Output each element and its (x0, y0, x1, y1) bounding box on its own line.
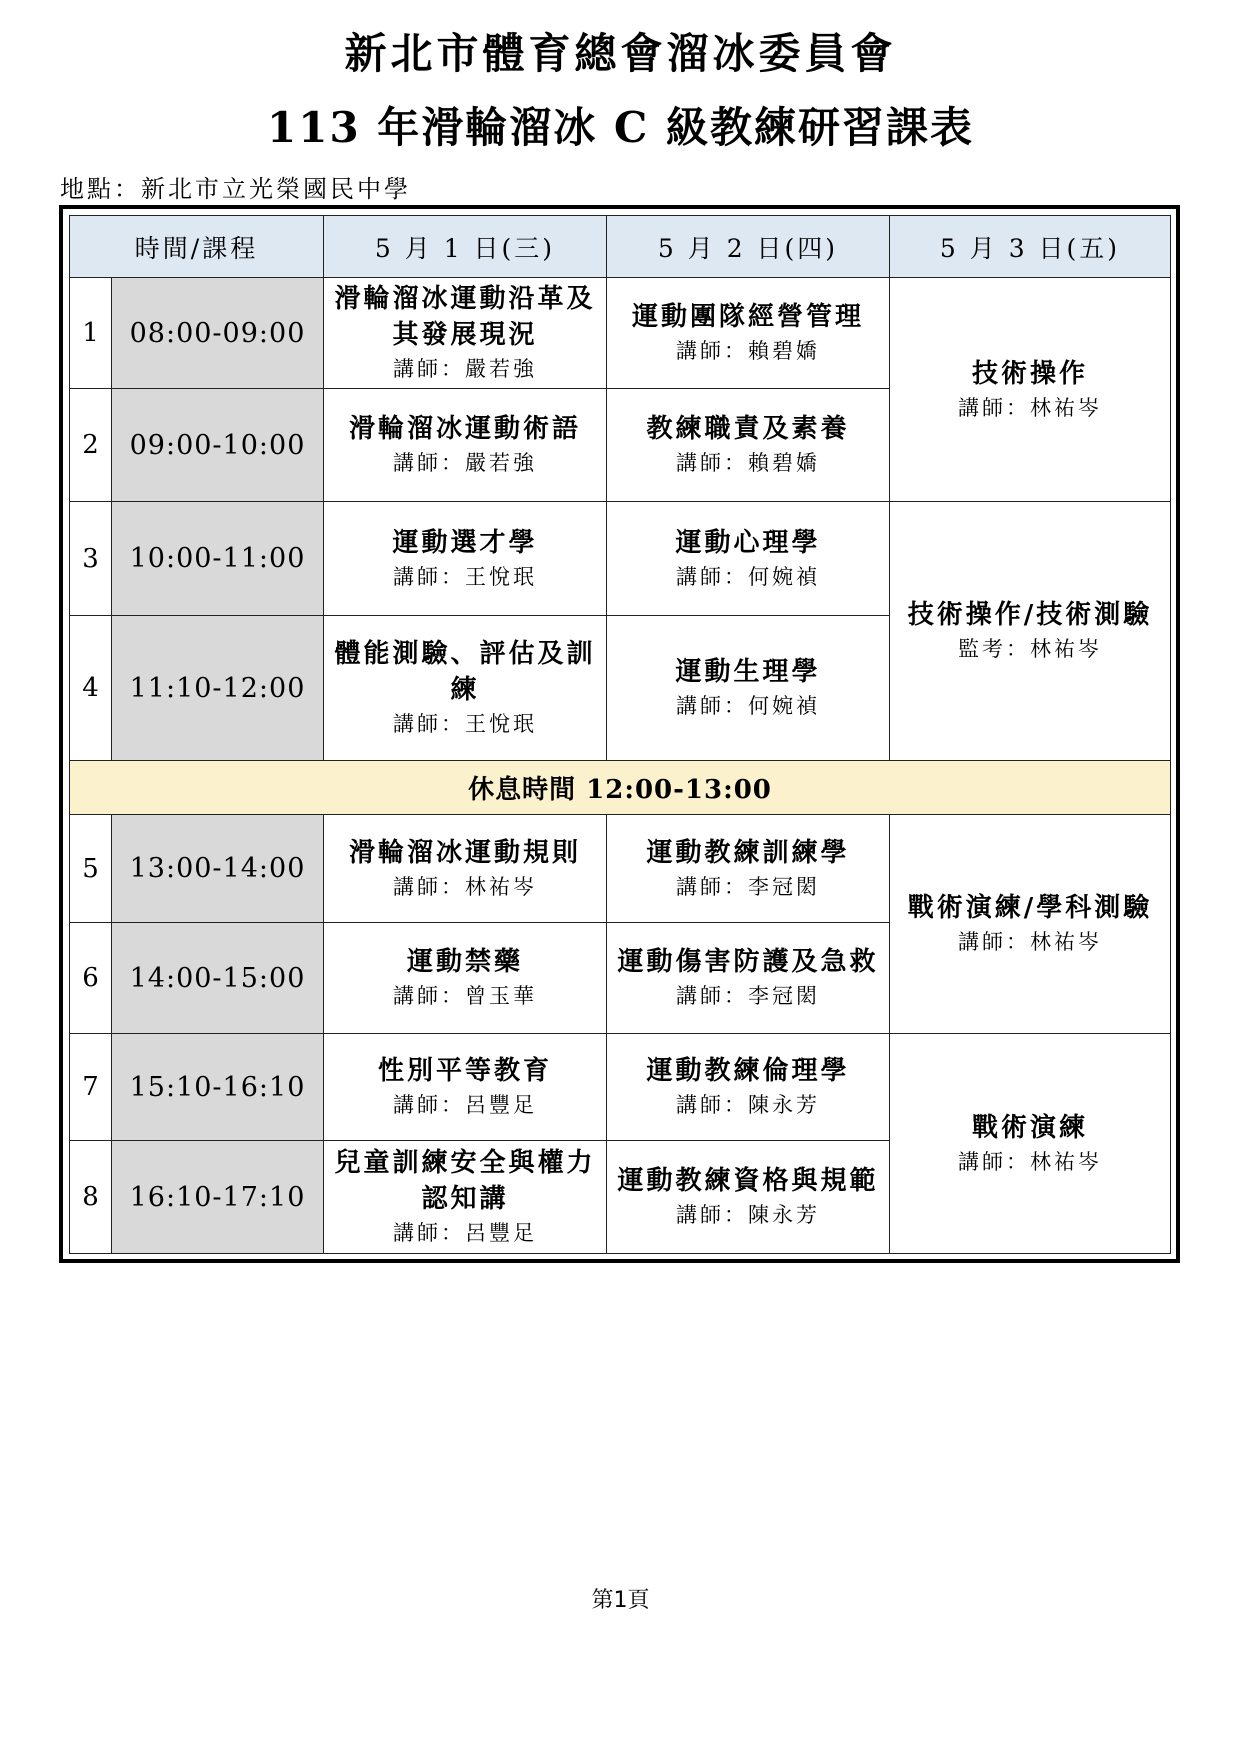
period-time: 14:00-15:00 (112, 923, 324, 1034)
teacher-text: 講師：陳永芳 (676, 1203, 820, 1227)
period-time: 13:00-14:00 (112, 815, 324, 923)
page-number: 第1頁 (591, 1588, 650, 1613)
day3-block (890, 1034, 1171, 1254)
teacher-text: 講師：呂豐足 (393, 1221, 537, 1245)
course-title-text: 運動團隊經營管理 (631, 302, 864, 332)
period-number: 4 (70, 616, 112, 761)
course-title-text: 兒童訓練安全與權力認知講 (334, 1148, 596, 1214)
period-number: 1 (70, 278, 112, 389)
period-number: 6 (70, 923, 112, 1034)
period-time: 16:10-17:10 (112, 1141, 324, 1254)
day3-block (890, 502, 1171, 761)
course-cell (607, 616, 890, 761)
course-cell (324, 1141, 607, 1254)
course-title-text: 運動傷害防護及急救 (617, 947, 879, 977)
course-cell (607, 1034, 890, 1141)
course-cell (607, 502, 890, 616)
org-title: 新北市體育總會溜冰委員會 (344, 29, 897, 78)
course-title-text: 教練職責及素養 (646, 414, 850, 444)
teacher-text: 講師：何婉禎 (676, 564, 820, 589)
schedule-table (69, 215, 1171, 1254)
course-cell (324, 278, 607, 389)
teacher-text: 講師：李冠閎 (676, 984, 820, 1008)
teacher-text: 監考：林祐岑 (958, 637, 1102, 661)
corner-label: 時間/課程 (70, 216, 324, 278)
course-cell (324, 815, 607, 923)
course-cell (607, 389, 890, 502)
day3-block (890, 815, 1171, 1034)
course-title-text: 體能測驗、評估及訓練 (334, 639, 596, 705)
teacher-text: 講師：林祐岑 (958, 395, 1102, 420)
teacher-text: 講師：李冠閎 (676, 874, 820, 899)
day-header-2: 5 月 2 日(四) (607, 216, 890, 278)
course-title-text: 技術操作 (971, 358, 1088, 389)
course-title-text: 性別平等教育 (377, 1056, 552, 1086)
period-number: 5 (70, 815, 112, 923)
course-title-text: 運動禁藥 (406, 947, 523, 977)
teacher-text: 講師：賴碧嬌 (676, 451, 820, 475)
course-title-text: 滑輪溜冰運動規則 (348, 837, 581, 868)
location-text: 地點：新北市立光榮國民中學 (60, 175, 411, 203)
course-cell (607, 278, 890, 389)
break-row (70, 761, 1171, 815)
course-title: 113 年滑輪溜冰 C 級教練研習課表 (267, 103, 974, 152)
course-title-text: 戰術演練 (971, 1112, 1088, 1143)
course-title-text: 運動教練訓練學 (646, 837, 850, 868)
teacher-text: 講師：林祐岑 (958, 930, 1102, 954)
period-time: 09:00-10:00 (112, 389, 324, 502)
teacher-text: 講師：嚴若強 (393, 451, 537, 475)
course-title-text: 運動心理學 (675, 527, 821, 558)
period-time: 10:00-11:00 (112, 502, 324, 616)
course-cell (607, 923, 890, 1034)
table-row (70, 1034, 1171, 1141)
course-cell (324, 389, 607, 502)
schedule-frame (59, 205, 1180, 1263)
period-number: 7 (70, 1034, 112, 1141)
day-header-3: 5 月 3 日(五) (890, 216, 1171, 278)
course-title-text: 運動選才學 (392, 527, 538, 558)
teacher-text: 講師：賴碧嬌 (676, 339, 820, 363)
teacher-text: 講師：曾玉華 (393, 984, 537, 1008)
course-cell (607, 815, 890, 923)
course-title-text: 運動教練倫理學 (646, 1056, 850, 1086)
period-number: 2 (70, 389, 112, 502)
course-title-text: 戰術演練/學科測驗 (907, 893, 1153, 923)
period-number: 8 (70, 1141, 112, 1254)
course-title-text: 技術操作/技術測驗 (907, 600, 1153, 630)
teacher-text: 講師：王悅珉 (393, 712, 537, 736)
day3-block (890, 278, 1171, 502)
course-title-text: 滑輪溜冰運動沿革及其發展現況 (334, 284, 596, 350)
course-cell (324, 502, 607, 616)
course-title-text: 運動教練資格與規範 (617, 1166, 879, 1196)
period-number: 3 (70, 502, 112, 616)
teacher-text: 講師：陳永芳 (676, 1093, 820, 1117)
course-title-text: 滑輪溜冰運動術語 (348, 414, 581, 444)
break-label: 休息時間 12:00-13:00 (70, 761, 1171, 815)
course-cell (324, 923, 607, 1034)
table-row (70, 278, 1171, 389)
teacher-text: 講師：王悅珉 (393, 564, 537, 589)
header-row (70, 216, 1171, 278)
period-time: 15:10-16:10 (112, 1034, 324, 1141)
day-header-1: 5 月 1 日(三) (324, 216, 607, 278)
period-time: 11:10-12:00 (112, 616, 324, 761)
teacher-text: 講師：嚴若強 (393, 357, 537, 381)
period-time: 08:00-09:00 (112, 278, 324, 389)
teacher-text: 講師：林祐岑 (393, 874, 537, 899)
course-cell (324, 616, 607, 761)
course-cell (324, 1034, 607, 1141)
table-row (70, 502, 1171, 616)
teacher-text: 講師：呂豐足 (393, 1093, 537, 1117)
course-cell (607, 1141, 890, 1254)
table-row (70, 815, 1171, 923)
teacher-text: 講師：林祐岑 (958, 1149, 1102, 1174)
teacher-text: 講師：何婉禎 (676, 694, 820, 718)
course-title-text: 運動生理學 (675, 657, 821, 687)
